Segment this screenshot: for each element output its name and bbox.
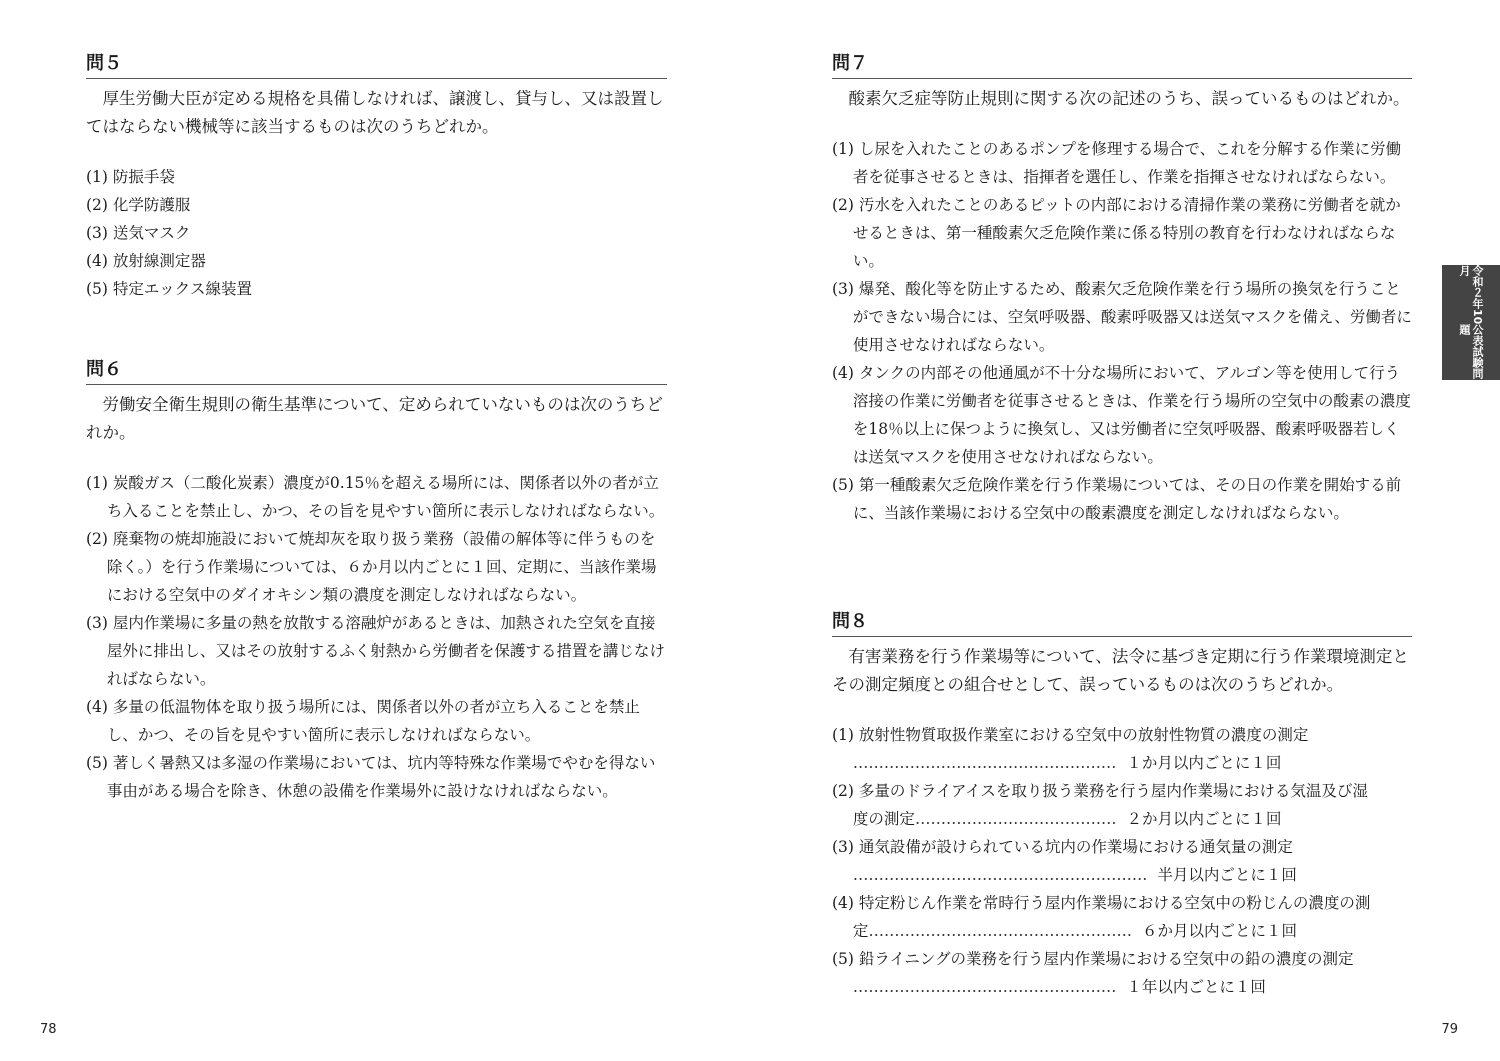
option-text: 防振手袋 (112, 168, 175, 186)
option-number: (1) (832, 140, 854, 158)
option (832, 721, 1412, 777)
measurement-frequency: ２か月以内ごとに１回 (1126, 810, 1282, 828)
option-text: 第一種酸素欠乏危険作業を行う作業場については、その日の作業を開始する前に、当該作業場における空気中の酸素濃度を測定しなければならない。 (852, 476, 1402, 522)
option-text: し尿を入れたことのあるポンプを修理する場合で、これを分解する作業に労働者を従事させるときは、指揮者を選任し、作業を指揮させなければならない。 (852, 140, 1402, 186)
question-8-stem: 有害業務を行う作業場等について、法令に基づき定期に行う作業環境測定とその測定頻度との組合せとして、誤っているものは次のうちどれか。 (832, 647, 1409, 694)
leader-dots: …………………………………………… (868, 922, 1132, 940)
option-number: (4) (86, 252, 108, 270)
option-text: 多量の低温物体を取り扱う場所には、関係者以外の者が立ち入ることを禁止し、かつ、その旨を見やすい箇所に表示しなければならない。 (106, 698, 640, 744)
option-line (832, 833, 1412, 861)
option (86, 749, 667, 805)
right-page (750, 0, 1500, 1061)
option-number: (5) (86, 280, 108, 298)
option-text: 化学防護服 (112, 196, 191, 214)
option (832, 945, 1412, 1001)
option (86, 469, 667, 525)
option-number: (1) (86, 168, 108, 186)
leader-lead: 度の測定 (852, 810, 915, 828)
question-8-options (832, 721, 1412, 1001)
question-7-options (832, 135, 1412, 527)
option-number: (5) (832, 950, 854, 968)
option-text: 汚水を入れたことのあるピットの内部における清掃作業の業務に労働者を就かせるときは、第一種酸素欠乏危険作業に係る特別の教育を行わなければならない。 (852, 196, 1401, 270)
side-tab-line-2: 公表試験問題 (1458, 324, 1484, 380)
option-text: 特定エックス線装置 (112, 280, 252, 298)
option-number: (2) (86, 196, 108, 214)
option-number: (5) (832, 476, 854, 494)
option-text: 爆発、酸化等を防止するため、酸素欠乏危険作業を行う場所の換気を行うことができない場合には、空気呼吸器、酸素呼吸器又は送気マスクを備え、労働者に使用させなければならない。 (852, 280, 1412, 354)
question-8-title: 問８ (832, 610, 1412, 637)
option-text: 屋内作業場に多量の熱を放散する溶融炉があるときは、加熱された空気を直接屋外に排出し、又はその放射するふく射熱から労働者を保護する措置を講じなければならない。 (106, 614, 665, 688)
leader-lead: 定 (852, 922, 869, 940)
option-line (832, 721, 1412, 749)
question-7-title: 問７ (832, 52, 1412, 79)
option-frequency-line (832, 805, 1412, 833)
option (86, 275, 667, 303)
option-text: 通気設備が設けられている坑内の作業場における通気量の測定 (858, 838, 1293, 856)
measurement-frequency: １年以内ごとに１回 (1126, 978, 1266, 996)
option-frequency-line (832, 973, 1412, 1001)
option-text: 放射性物質取扱作業室における空気中の放射性物質の濃度の測定 (858, 726, 1309, 744)
question-7-stem: 酸素欠乏症等防止規則に関する次の記述のうち、誤っているものはどれか。 (848, 89, 1410, 108)
question-5-title: 問５ (86, 52, 667, 79)
option-text: タンクの内部その他通風が不十分な場所において、アルゴン等を使用して行う溶接の作業に労働者を従事させるときは、作業を行う場所の空気中の酸素の濃度を18％以上に保つように換気し、又は労働者に空気呼吸器、酸素呼吸器若しくは送気マスクを使用させなければならない。 (852, 364, 1411, 466)
option (86, 609, 667, 693)
side-tab-line-1: 令和２年10月 (1458, 265, 1484, 325)
option-text: 特定粉じん作業を常時行う屋内作業場における空気中の粉じんの濃度の測 (858, 894, 1371, 912)
option (832, 275, 1412, 359)
option (86, 191, 667, 219)
option-frequency-line (832, 749, 1412, 777)
leader-dots: …………………………………………… (852, 754, 1117, 772)
option-text: 廃棄物の焼却施設において焼却灰を取り扱う業務（設備の解体等に伴うものを除く。）を行う作業場については、６か月以内ごとに１回、定期に、当該作業場における空気中のダイオキシン類の濃度を測定しなければならない。 (106, 530, 657, 604)
measurement-frequency: １か月以内ごとに１回 (1126, 754, 1282, 772)
option-frequency-line (832, 917, 1412, 945)
option-text: 多量のドライアイスを取り扱う業務を行う屋内作業場における気温及び湿 (858, 782, 1368, 800)
option-number: (3) (832, 280, 854, 298)
option-number: (4) (86, 698, 108, 716)
leader-dots: …………………………………………… (852, 978, 1117, 996)
option-text: 鉛ライニングの業務を行う屋内作業場における空気中の鉛の濃度の測定 (858, 950, 1354, 968)
option-number: (2) (86, 530, 108, 548)
option (86, 525, 667, 609)
question-5-options (86, 163, 667, 303)
option-text: 著しく暑熱又は多湿の作業場においては、坑内等特殊な作業場でやむを得ない事由がある場合を除き、休憩の設備を作業場外に設けなければならない。 (106, 754, 656, 800)
option (86, 219, 667, 247)
question-6 (86, 358, 667, 805)
measurement-frequency: ６か月以内ごとに１回 (1141, 922, 1297, 940)
option (832, 777, 1412, 833)
measurement-frequency: 半月以内ごとに１回 (1157, 866, 1297, 884)
option-number: (3) (86, 614, 108, 632)
page-number: 78 (40, 1022, 57, 1037)
option-number: (4) (832, 894, 854, 912)
option-line (832, 777, 1412, 805)
option-number: (2) (832, 782, 854, 800)
question-5-stem: 厚生労働大臣が定める規格を具備しなければ、譲渡し、貸与し、又は設置してはならない機械等に該当するものは次のうちどれか。 (86, 89, 664, 136)
leader-dots: ………………………………………………… (852, 866, 1148, 884)
option (832, 191, 1412, 275)
option (86, 163, 667, 191)
option-line (832, 945, 1412, 973)
option (86, 693, 667, 749)
option-number: (4) (832, 364, 854, 382)
option (832, 833, 1412, 889)
page-number: 79 (1441, 1022, 1458, 1037)
question-5 (86, 52, 667, 303)
option-text: 炭酸ガス（二酸化炭素）濃度が0.15％を超える場所には、関係者以外の者が立ち入ることを禁止し、かつ、その旨を見やすい箇所に表示しなければならない。 (106, 474, 665, 520)
option (832, 359, 1412, 471)
option-number: (1) (832, 726, 854, 744)
option-line (832, 889, 1412, 917)
option-number: (3) (832, 838, 854, 856)
question-8 (832, 610, 1412, 1001)
question-7 (832, 52, 1412, 527)
option-text: 送気マスク (112, 224, 191, 242)
chapter-side-tab (1442, 265, 1500, 380)
leader-dots: ………………………………… (914, 810, 1117, 828)
option-text: 放射線測定器 (112, 252, 206, 270)
question-6-stem: 労働安全衛生規則の衛生基準について、定められていないものは次のうちどれか。 (86, 395, 663, 442)
option-number: (5) (86, 754, 108, 772)
option (832, 471, 1412, 527)
question-6-options (86, 469, 667, 805)
option-number: (2) (832, 196, 854, 214)
option (832, 889, 1412, 945)
question-6-title: 問６ (86, 358, 667, 385)
option-number: (3) (86, 224, 108, 242)
option-number: (1) (86, 474, 108, 492)
option-frequency-line (832, 861, 1412, 889)
option (832, 135, 1412, 191)
option (86, 247, 667, 275)
